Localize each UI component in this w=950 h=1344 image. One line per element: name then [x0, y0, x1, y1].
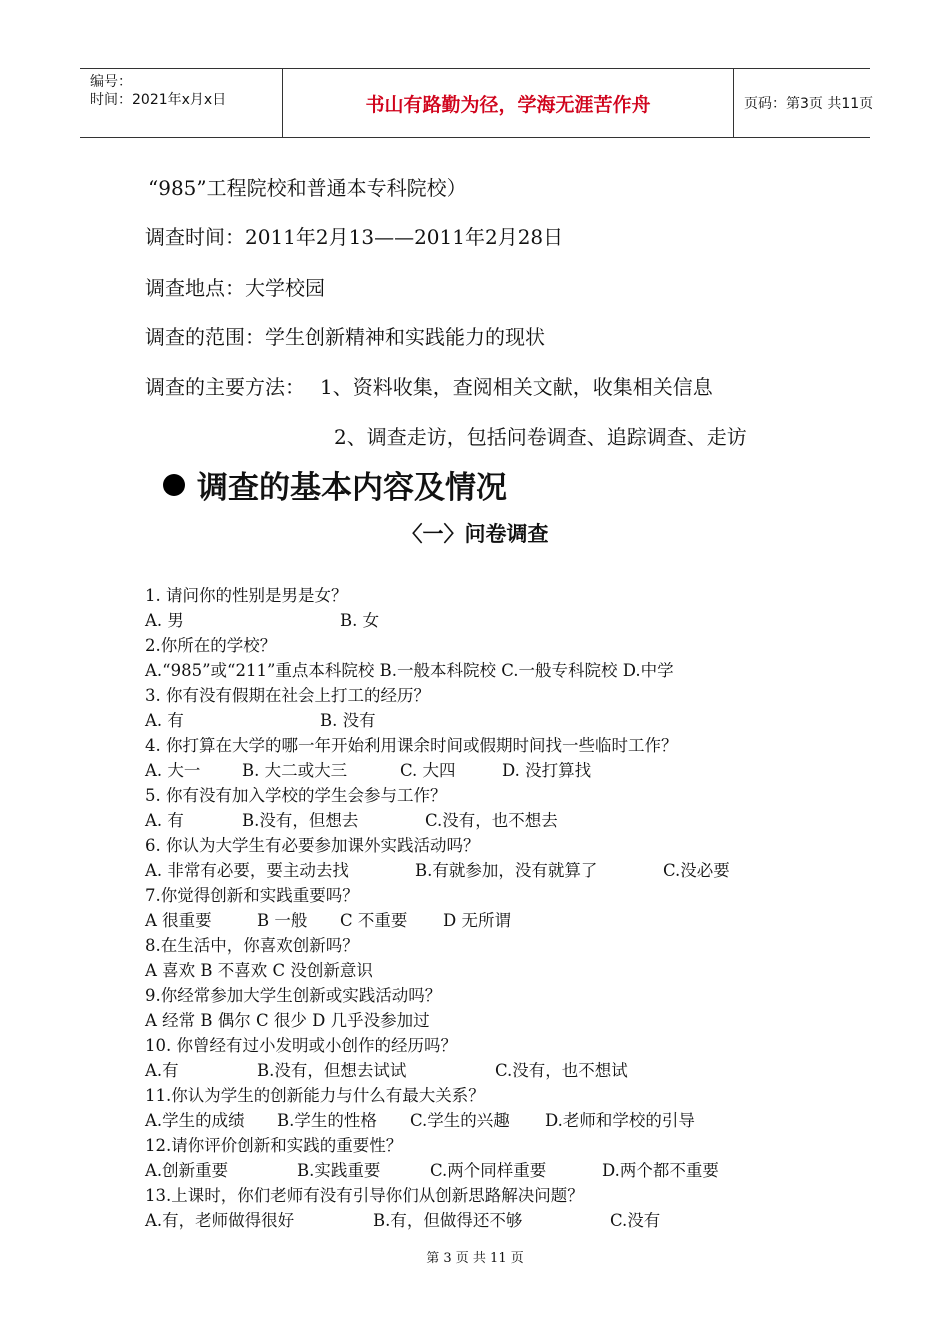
- option-label: A.“985”或“211”重点本科院校 B.一般本科院校 C.一般专科院校 D.中学: [145, 661, 674, 680]
- question-text: 4. 你打算在大学的哪一年开始利用课余时间或假期时间找一些临时工作？: [145, 736, 678, 755]
- option-label: B.实践重要: [297, 1161, 381, 1180]
- question-options: [145, 757, 845, 779]
- option-label: C.没必要: [663, 861, 730, 880]
- question-options: [145, 657, 845, 679]
- option-label: C. 大四: [400, 761, 456, 780]
- option-label: A. 非常有必要，要主动去找: [145, 861, 349, 880]
- option-label: D 无所谓: [443, 911, 511, 930]
- option-label: A 喜欢 B 不喜欢 C 没创新意识: [145, 961, 373, 980]
- option-label: D. 没打算找: [502, 761, 592, 780]
- option-label: B. 女: [340, 611, 380, 630]
- page-header: [80, 68, 874, 138]
- survey-time: 调查时间：2011年2月13——2011年2月28日: [145, 225, 564, 249]
- option-label: C.学生的兴趣: [410, 1111, 510, 1130]
- option-label: B.没有，但想去试试: [257, 1061, 407, 1080]
- question-options: [145, 607, 845, 629]
- question-options: [145, 857, 845, 879]
- option-label: A. 有: [145, 811, 184, 830]
- question-text: 3. 你有没有假期在社会上打工的经历？: [145, 686, 430, 705]
- option-label: A. 有: [145, 711, 184, 730]
- question-text: 11.你认为学生的创新能力与什么有最大关系？: [145, 1086, 485, 1105]
- question-text: 6. 你认为大学生有必要参加课外实践活动吗？: [145, 836, 480, 855]
- option-label: A.有，老师做得很好: [145, 1211, 295, 1230]
- question-options: [145, 957, 845, 979]
- option-label: A. 男: [145, 611, 184, 630]
- survey-place: 调查地点：大学校园: [145, 276, 325, 300]
- question-options: [145, 807, 845, 829]
- header-meta: [80, 69, 282, 137]
- option-label: C 不重要: [340, 911, 408, 930]
- option-label: C.没有，也不想去: [425, 811, 558, 830]
- document-number-label: 编号：: [90, 74, 132, 90]
- question-options: [145, 907, 845, 929]
- survey-method-1: 1、资料收集，查阅相关文献，收集相关信息: [320, 375, 713, 399]
- question-text: 5. 你有没有加入学校的学生会参与工作？: [145, 786, 447, 805]
- option-label: A.学生的成绩: [145, 1111, 245, 1130]
- page-footer: 第 3 页 共 11 页: [426, 1251, 524, 1266]
- option-label: A 很重要: [145, 911, 212, 930]
- option-label: C.两个同样重要: [430, 1161, 547, 1180]
- question-options: [145, 1157, 845, 1179]
- question-options: [145, 1207, 845, 1229]
- intro-text: “985”工程院校和普通本专科院校）: [148, 176, 467, 200]
- question-text: 7.你觉得创新和实践重要吗？: [145, 886, 359, 905]
- question-text: 2.你所在的学校？: [145, 636, 277, 655]
- section-title: 调查的基本内容及情况: [197, 470, 507, 506]
- survey-method-2: 2、调查走访，包括问卷调查、追踪调查、走访: [334, 425, 747, 449]
- option-label: A. 大一: [145, 761, 201, 780]
- question-text: 13.上课时，你们老师有没有引导你们从创新思路解决问题？: [145, 1186, 584, 1205]
- option-label: B 一般: [257, 911, 308, 930]
- option-label: C.没有: [610, 1211, 661, 1230]
- option-label: B. 没有: [320, 711, 376, 730]
- question-text: 9.你经常参加大学生创新或实践活动吗？: [145, 986, 442, 1005]
- question-options: [145, 1057, 845, 1079]
- option-label: B.没有，但想去: [242, 811, 359, 830]
- option-label: D.两个都不重要: [602, 1161, 719, 1180]
- option-label: B.有就参加，没有就算了: [415, 861, 598, 880]
- bullet-icon: [163, 474, 185, 496]
- question-text: 1. 请问你的性别是男是女？: [145, 586, 348, 605]
- question-options: [145, 1007, 845, 1029]
- option-label: A 经常 B 偶尔 C 很少 D 几乎没参加过: [145, 1011, 430, 1030]
- survey-scope: 调查的范围：学生创新精神和实践能力的现状: [145, 325, 545, 349]
- question-options: [145, 1107, 845, 1129]
- option-label: C.没有，也不想试: [495, 1061, 628, 1080]
- option-label: A.有: [145, 1061, 179, 1080]
- option-label: D.老师和学校的引导: [545, 1111, 695, 1130]
- option-label: B.学生的性格: [277, 1111, 377, 1130]
- section-heading: [163, 462, 507, 507]
- option-label: B. 大二或大三: [242, 761, 348, 780]
- subsection-title: 〈一〉问卷调查: [401, 522, 549, 546]
- header-motto: 书山有路勤为径，学海无涯苦作舟: [282, 69, 734, 137]
- survey-method-label: 调查的主要方法：: [145, 375, 305, 399]
- option-label: B.有，但做得还不够: [373, 1211, 523, 1230]
- question-text: 12.请你评价创新和实践的重要性？: [145, 1136, 403, 1155]
- question-text: 10. 你曾经有过小发明或小创作的经历吗？: [145, 1036, 457, 1055]
- option-label: A.创新重要: [145, 1161, 229, 1180]
- header-page-info: 页码：第3页 共11页: [744, 96, 874, 112]
- question-options: [145, 707, 845, 729]
- document-date: 时间：2021年x月x日: [90, 92, 227, 108]
- question-text: 8.在生活中，你喜欢创新吗？: [145, 936, 359, 955]
